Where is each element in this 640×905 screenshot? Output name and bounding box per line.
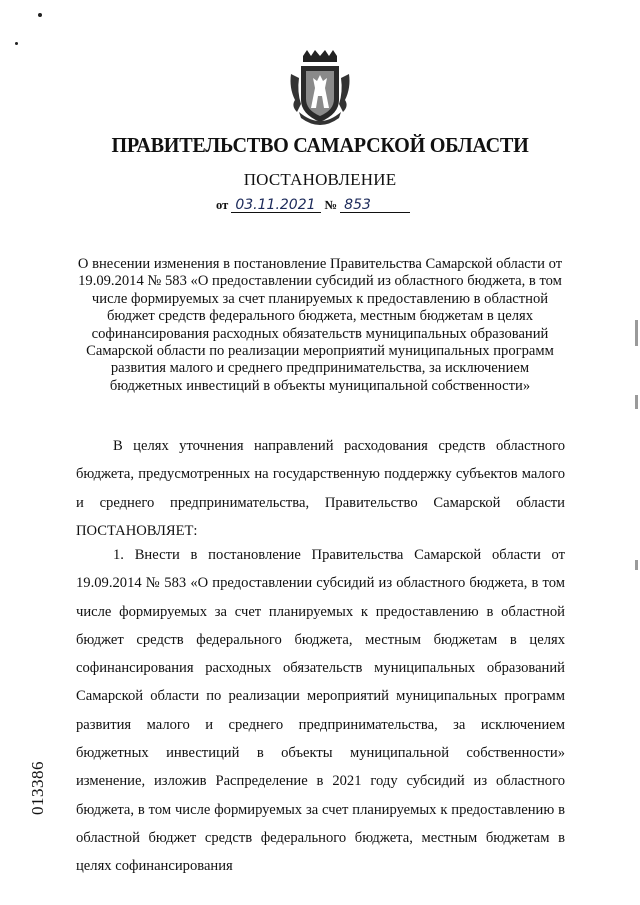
preamble-paragraph: В целях уточнения направлений расходования средств областного бюджета, предусмотренных на государственную поддержку субъектов малого и среднего предпринимательства, Правительство Самарской области ПОСТАНОВЛЯЕТ: — [76, 438, 565, 539]
item-1-paragraph: 1. Внести в постановление Правительства Самарской области от 19.09.2014 № 583 «О предоставлении субсидий из областного бюджета, в том числе формируемых за счет планируемых к предоставлению в областной бюджет средств федерального бюджета, местным бюджетам в целях софинансирования расходных обязательств муниципальных образований Самарской области по реализации мероприятий муниципальных программ развития малого и среднего предпринимательства, за исключением бюджетных инвестиций в объекты муниципальной собственности» изменение, изложив Распределение в 2021 году субсидий из областного бюджета, в том числе формируемых за счет планируемых к предоставлению в областной бюджет средств федерального бюджета, местным бюджетам в целях софинансирования — [76, 547, 565, 875]
samara-coat-of-arms-icon — [287, 48, 353, 128]
dateline — [216, 198, 410, 213]
document-subject: О внесении изменения в постановление Правительства Самарской области от 19.09.2014 № 583 «О предоставлении субсидий из областного бюджета, в том числе формируемых за счет планируемых к предоставлению в областной бюджет средств федерального бюджета, местным бюджетам в целях софинансирования расходных обязательств муниципальных образований Самарской области по реализации мероприятий муниципальных программ развития малого и среднего предпринимательства, за исключением бюджетных инвестиций в объекты муниципальной собственности» — [77, 256, 563, 394]
scan-edge-mark — [635, 395, 638, 409]
document-type: ПОСТАНОВЛЕНИЕ — [243, 170, 397, 189]
number-value: 853 — [340, 198, 410, 213]
number-prefix: № — [324, 198, 338, 212]
registration-number: 013386 — [28, 761, 47, 815]
scan-edge-mark — [635, 320, 638, 346]
scan-speck — [38, 13, 42, 17]
date-prefix: от — [216, 198, 229, 212]
scan-speck — [15, 42, 18, 45]
date-value: 03.11.2021 — [231, 198, 321, 213]
government-title: ПРАВИТЕЛЬСТВО САМАРСКОЙ ОБЛАСТИ — [111, 133, 529, 157]
scan-edge-mark — [635, 560, 638, 570]
